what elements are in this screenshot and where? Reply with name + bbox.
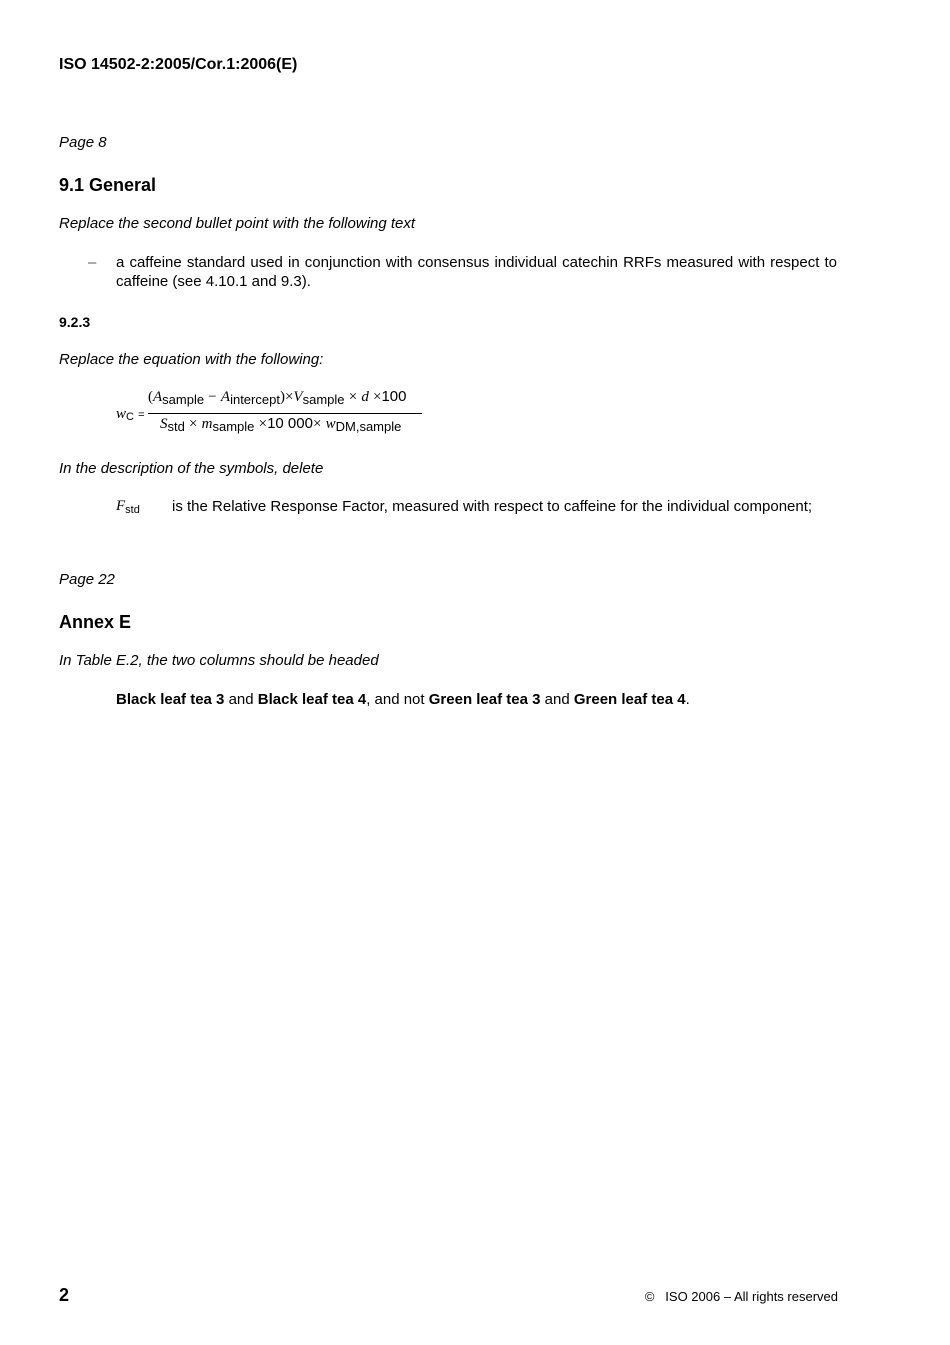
page-reference-22: Page 22 [59,571,115,588]
equation-lhs [116,405,145,423]
eq-w-dm-sub: DM,sample [335,419,402,434]
symbol-f-var: F [116,498,126,514]
copyright-notice: © ISO 2006 – All rights reserved [644,1289,838,1304]
eq-a-sample-sub: sample [162,392,205,407]
eq-times-5: × [258,416,268,432]
equation-numerator [148,388,407,406]
eq-times-3: × [373,389,382,405]
correction-green-3: Green leaf tea 3 [428,691,541,708]
eq-m: m [201,416,213,432]
eq-lhs-sub: C [126,411,134,423]
correction-and-2: and [540,691,574,708]
correction-and-not: , and not [366,691,429,708]
eq-v: V [293,389,303,405]
eq-equals: = [138,409,145,421]
correction-text [116,690,690,709]
section-heading-annex-e: Annex E [59,612,132,632]
section-heading-general: 9.1 General [59,175,157,195]
eq-times-1: × [284,389,294,405]
eq-a-intercept-sub: intercept [230,392,280,407]
equation-denominator [160,415,401,433]
eq-times-6: × [312,416,322,432]
symbol-f-std [116,497,140,515]
correction-and-1: and [224,691,258,708]
correction-green-4: Green leaf tea 4 [573,691,686,708]
fraction-bar [148,413,422,414]
page-number: 2 [59,1285,70,1305]
eq-times-4: × [189,416,198,432]
document-id-header: ISO 14502-2:2005/Cor.1:2006(E) [59,56,298,73]
symbol-f-sub: std [125,504,140,516]
eq-times-2: × [348,389,358,405]
eq-open-paren: ( [148,389,153,405]
correction-period: . [685,691,690,708]
eq-close-paren: ) [279,389,285,405]
correction-black-4: Black leaf tea 4 [257,691,367,708]
bullet-marker: – [88,254,97,271]
page-reference-8: Page 8 [59,134,107,151]
instruction-replace-bullet: Replace the second bullet point with the following text [59,215,416,232]
eq-minus: − [208,389,217,405]
eq-d: d [361,389,369,405]
instruction-replace-equation: Replace the equation with the following: [59,351,324,368]
eq-100: 100 [381,388,407,405]
correction-black-3: Black leaf tea 3 [116,691,225,708]
eq-m-sub: sample [212,419,255,434]
instruction-table-e2: In Table E.2, the two columns should be headed [59,652,379,669]
eq-v-sub: sample [302,392,345,407]
eq-a-sample: A [153,389,163,405]
bullet-text: a caffeine standard used in conjunction with consensus individual catechin RRFs measured with respect to caffeine (see 4.10.1 and 9.3). [116,254,837,290]
eq-s-sub: std [167,419,185,434]
symbol-description: is the Relative Response Factor, measured with respect to caffeine for the individual component; [172,498,813,515]
eq-s: S [160,416,168,432]
eq-a-intercept: A [220,389,231,405]
eq-w-dm: w [325,416,336,432]
eq-10000: 10 000 [267,415,313,432]
eq-lhs-var: w [116,406,127,422]
instruction-delete-symbols: In the description of the symbols, delete [59,460,324,477]
subsection-heading-9-2-3: 9.2.3 [59,314,91,330]
